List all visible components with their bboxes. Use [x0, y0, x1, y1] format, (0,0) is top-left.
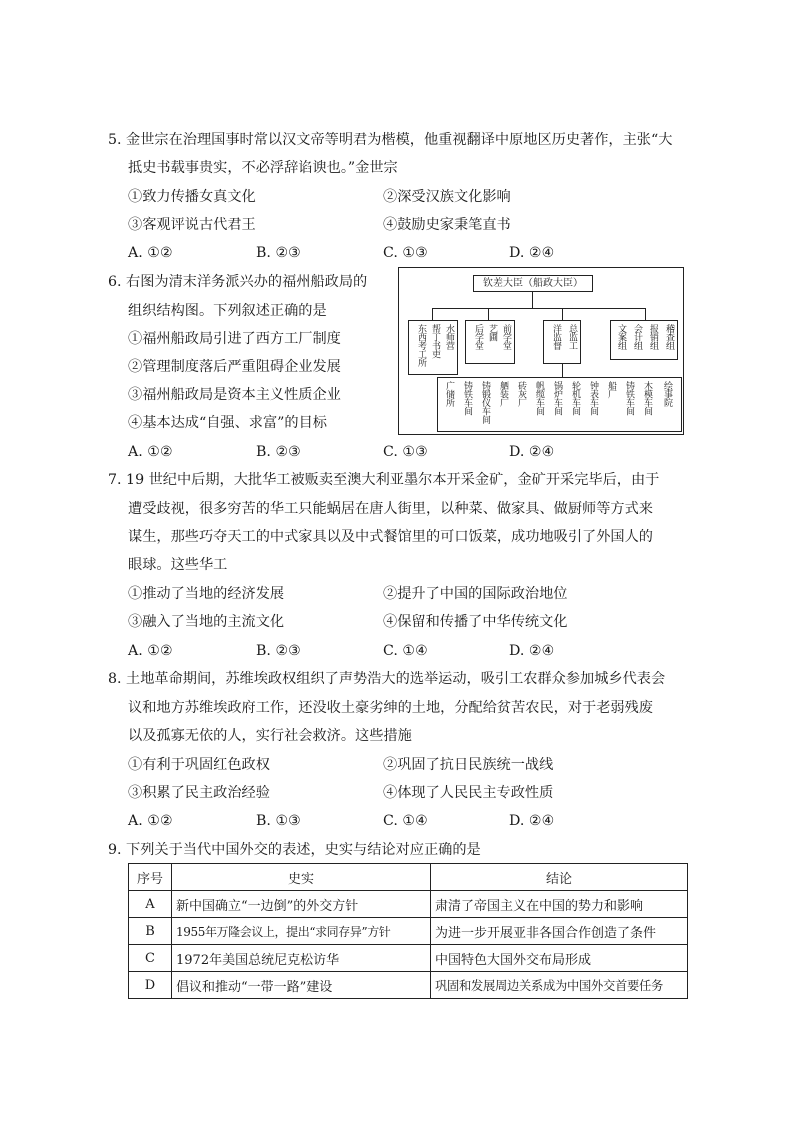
q8-choice-b[interactable]: B. ①③	[256, 813, 301, 829]
q7-option-1: ①推动了当地的经济发展	[128, 586, 285, 602]
org-unit: 帮丁书吏	[430, 324, 440, 358]
org-top-label: 钦差大臣（船政大臣）	[483, 278, 583, 289]
q7-option-2: ②提升了中国的国际政治地位	[383, 586, 568, 602]
q6-option-2: ②管理制度落后严重阻碍企业发展	[128, 359, 341, 375]
connector-line	[562, 364, 563, 377]
connector-line	[432, 308, 645, 309]
org-unit: 帆缆车间	[534, 381, 544, 415]
org-group-supervisors	[543, 320, 581, 364]
q7-option-4: ④保留和传播了中华传统文化	[383, 614, 568, 630]
q6-choice-c[interactable]: C. ①③	[383, 444, 428, 460]
q8-stem-line1: 8. 土地革命期间，苏维埃政权组织了声势浩大的选举运动，吸引工农群众参加城乡代表会	[108, 671, 666, 687]
table-row	[129, 972, 688, 999]
q8-option-1: ①有利于巩固红色政权	[128, 757, 270, 773]
row-fact: 倡议和推动“一带一路”建设	[172, 972, 431, 999]
q6-option-4: ④基本达成“自强、求富”的目标	[128, 415, 327, 431]
org-top-box	[473, 275, 593, 292]
org-group-schools	[465, 320, 515, 364]
q9-table	[128, 863, 688, 999]
q7-stem-line1: 7. 19 世纪中后期，大批华工被贩卖至澳大利亚墨尔本开采金矿，金矿开采完毕后，由于	[108, 472, 660, 488]
q5-option-2: ②深受汉族文化影响	[383, 189, 511, 205]
org-unit: 舾装厂	[498, 381, 508, 407]
q8-choice-c[interactable]: C. ①④	[383, 813, 428, 829]
q7-choice-c[interactable]: C. ①④	[383, 643, 428, 659]
org-unit: 轮机车间	[570, 381, 580, 415]
row-fact: 1972年美国总统尼克松访华	[172, 945, 431, 972]
q7-stem-line4: 眼球。这些华工	[128, 557, 228, 573]
q6-choice-b[interactable]: B. ②③	[256, 444, 301, 460]
row-conclusion: 巩固和发展周边关系成为中国外交首要任务	[431, 972, 688, 999]
q5-choice-d[interactable]: D. ②④	[509, 245, 555, 261]
org-unit: 东西考工所	[416, 324, 426, 367]
col-header-fact: 史实	[172, 864, 431, 891]
q5-choice-a[interactable]: A. ①②	[128, 245, 173, 261]
q5-option-3: ③客观评说古代君王	[128, 217, 256, 233]
org-group-workshops	[437, 377, 682, 432]
row-conclusion: 中国特色大国外交布局形成	[431, 945, 688, 972]
row-fact: 新中国确立“一边倒”的外交方针	[172, 891, 431, 918]
org-chart	[398, 267, 684, 435]
q8-stem-line2: 议和地方苏维埃政府工作，还没收土豪劣绅的土地，分配给贫苦农民，对于老弱残废	[128, 700, 653, 716]
org-unit: 钟表车间	[588, 381, 598, 415]
row-label: C	[129, 945, 172, 972]
q8-option-4: ④体现了人民民主专政性质	[383, 785, 554, 801]
q5-choice-b[interactable]: B. ②③	[256, 245, 301, 261]
q6-choice-d[interactable]: D. ②④	[509, 444, 555, 460]
org-unit: 会计组	[632, 324, 642, 350]
row-conclusion: 肃清了帝国主义在中国的势力和影响	[431, 891, 688, 918]
org-unit: 前学堂	[501, 324, 511, 350]
org-unit: 后学堂	[473, 324, 483, 350]
row-conclusion: 为进一步开展亚非各国合作创造了条件	[431, 918, 688, 945]
q8-option-3: ③积累了民主政治经验	[128, 785, 270, 801]
org-unit: 稽查组	[664, 324, 674, 350]
connector-line	[645, 308, 646, 320]
connector-line	[432, 308, 433, 320]
q8-choice-d[interactable]: D. ②④	[509, 813, 555, 829]
org-group-offices	[610, 320, 678, 360]
q5-choice-c[interactable]: C. ①③	[383, 245, 428, 261]
connector-line	[532, 292, 533, 308]
org-group-admin	[408, 320, 458, 375]
q5-stem-line1: 5. 金世宗在治理国事时常以汉文帝等明君为楷模，他重视翻译中原地区历史著作，主张“大	[108, 132, 673, 148]
q7-choice-b[interactable]: B. ②③	[256, 643, 301, 659]
q5-stem-line2: 抵史书载事贵实，不必浮辞谄谀也。”金世宗	[128, 160, 398, 176]
org-unit: 广储所	[444, 381, 454, 407]
row-label: B	[129, 918, 172, 945]
connector-line	[488, 308, 489, 320]
q7-choice-a[interactable]: A. ①②	[128, 643, 173, 659]
table-row	[129, 945, 688, 972]
q8-choice-a[interactable]: A. ①②	[128, 813, 173, 829]
q6-option-1: ①福州船政局引进了西方工厂制度	[128, 331, 341, 347]
q6-stem-line2: 组织结构图。下列叙述正确的是	[128, 303, 327, 319]
table-row	[129, 918, 688, 945]
row-fact: 1955年万隆会议上，提出“求同存异”方针	[172, 918, 431, 945]
q6-option-3: ③福州船政局是资本主义性质企业	[128, 387, 341, 403]
org-unit: 铸锻仪车间	[480, 381, 490, 424]
org-unit: 水师营	[444, 324, 454, 350]
org-unit: 报销组	[648, 324, 658, 350]
org-unit: 铸铁车间	[624, 381, 634, 415]
col-header-conclusion: 结论	[431, 864, 688, 891]
q7-option-3: ③融入了当地的主流文化	[128, 614, 285, 630]
org-unit: 艺圃	[487, 324, 497, 341]
q7-choice-d[interactable]: D. ②④	[509, 643, 555, 659]
table-header-row	[129, 864, 688, 891]
col-header-number: 序号	[129, 864, 172, 891]
table-row	[129, 891, 688, 918]
org-unit: 船厂	[606, 381, 616, 398]
q9-stem: 9. 下列关于当代中国外交的表述，史实与结论对应正确的是	[108, 842, 481, 858]
org-unit: 绘事院	[662, 381, 672, 407]
org-unit: 木模车间	[642, 381, 652, 415]
q6-stem-line1: 6. 右图为清末洋务派兴办的福州船政局的	[108, 274, 368, 290]
org-unit: 洋监督	[551, 324, 561, 350]
org-unit: 铸铁车间	[462, 381, 472, 415]
q8-option-2: ②巩固了抗日民族统一战线	[383, 757, 554, 773]
q7-stem-line3: 谋生，那些巧夺天工的中式家具以及中式餐馆里的可口饭菜，成功地吸引了外国人的	[128, 529, 653, 545]
org-unit: 总监工	[567, 324, 577, 350]
q6-choice-a[interactable]: A. ①②	[128, 444, 173, 460]
connector-line	[562, 308, 563, 320]
row-label: A	[129, 891, 172, 918]
q5-option-4: ④鼓励史家秉笔直书	[383, 217, 511, 233]
q8-stem-line3: 以及孤寡无依的人，实行社会救济。这些措施	[128, 728, 412, 744]
q5-option-1: ①致力传播女真文化	[128, 189, 256, 205]
q7-stem-line2: 遭受歧视，很多穷苦的华工只能蜗居在唐人街里，以种菜、做家具、做厨师等方式来	[128, 501, 653, 517]
org-unit: 文案组	[616, 324, 626, 350]
org-unit: 砖灰厂	[516, 381, 526, 407]
org-unit: 锅炉车间	[552, 381, 562, 415]
row-label: D	[129, 972, 172, 999]
